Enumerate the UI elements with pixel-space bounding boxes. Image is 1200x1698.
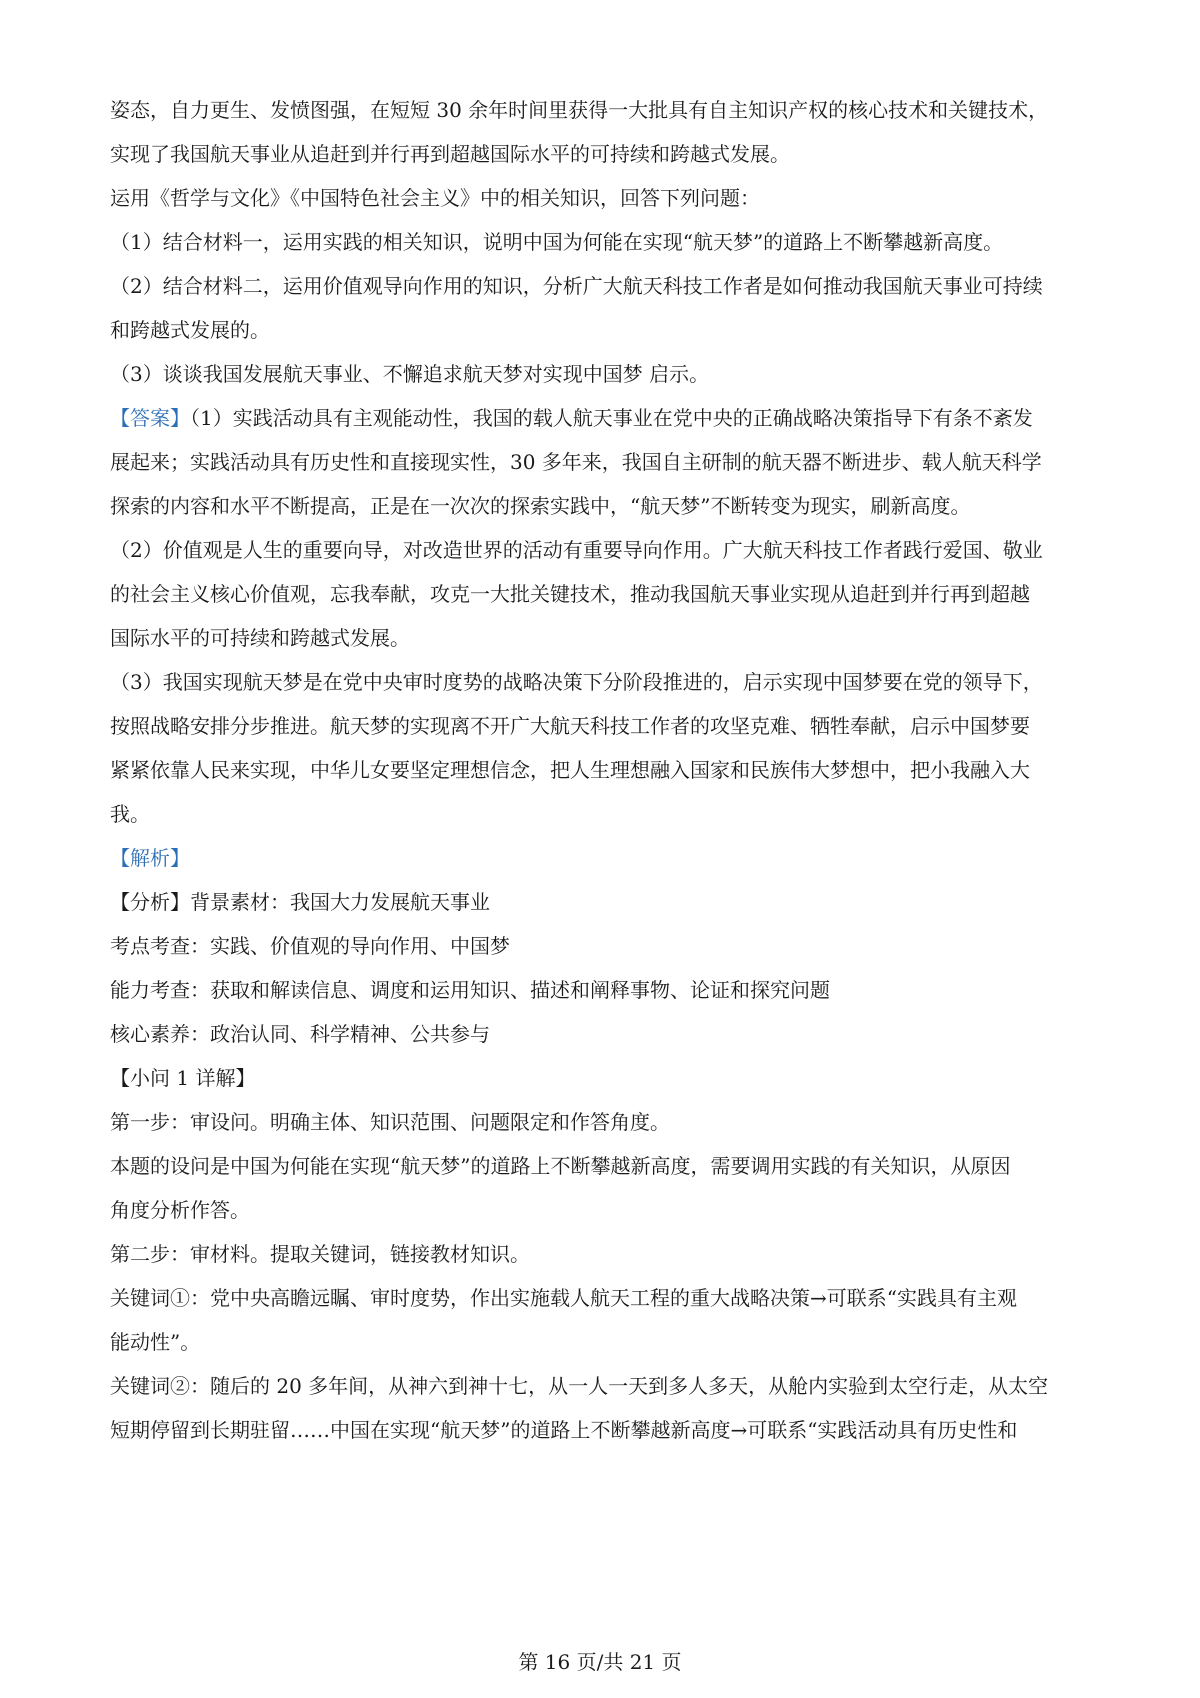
text-line: 第二步：审材料。提取关键词，链接教材知识。 bbox=[110, 1242, 530, 1266]
text-line: 按照战略安排分步推进。航天梦的实现离不开广大航天科技工作者的攻坚克难、牺牲奉献，启示中国梦要 bbox=[110, 714, 1030, 738]
text-line: 核心素养：政治认同、科学精神、公共参与 bbox=[110, 1022, 490, 1046]
analysis-label: 【解析】 bbox=[110, 846, 190, 870]
text-line: 国际水平的可持续和跨越式发展。 bbox=[110, 626, 410, 650]
text-line: 探索的内容和水平不断提高，正是在一次次的探索实践中，“航天梦”不断转变为现实，刷新高度。 bbox=[110, 494, 971, 518]
text-line: 实现了我国航天事业从追赶到并行再到超越国际水平的可持续和跨越式发展。 bbox=[110, 142, 790, 166]
text-line: 本题的设问是中国为何能在实现“航天梦”的道路上不断攀越新高度，需要调用实践的有关知识，从原因 bbox=[110, 1154, 1011, 1178]
text-line: 关键词②：随后的 20 多年间，从神六到神十七，从一人一天到多人多天，从舱内实验到太空行走，从太空 bbox=[110, 1374, 1049, 1398]
text-line: （2）价值观是人生的重要向导，对改造世界的活动有重要导向作用。广大航天科技工作者践行爱国、敬业 bbox=[110, 538, 1043, 562]
question-1: （1）结合材料一，运用实践的相关知识，说明中国为何能在实现“航天梦”的道路上不断攀越新高度。 bbox=[110, 230, 1004, 254]
answer-label: 【答案】 bbox=[110, 406, 190, 430]
text-line: 关键词①：党中央高瞻远瞩、审时度势，作出实施载人航天工程的重大战略决策→可联系“实践具有主观 bbox=[110, 1286, 1017, 1310]
text-line: 能力考查：获取和解读信息、调度和运用知识、描述和阐释事物、论证和探究问题 bbox=[110, 978, 830, 1002]
text-line: 短期停留到长期驻留……中国在实现“航天梦”的道路上不断攀越新高度→可联系“实践活动具有历史性和 bbox=[110, 1418, 1018, 1442]
answer-line bbox=[110, 404, 1100, 432]
text-line: 角度分析作答。 bbox=[110, 1198, 250, 1222]
text-line: 的社会主义核心价值观，忘我奉献，攻克一大批关键技术，推动我国航天事业实现从追赶到并行再到超越 bbox=[110, 582, 1030, 606]
text-line: 【分析】背景素材：我国大力发展航天事业 bbox=[110, 890, 490, 914]
page-footer: 第 16 页/共 21 页 bbox=[518, 1650, 682, 1674]
text-line: 姿态，自力更生、发愤图强，在短短 30 余年时间里获得一大批具有自主知识产权的核心技术和关键技术， bbox=[110, 98, 1049, 122]
text-line: 和跨越式发展的。 bbox=[110, 318, 270, 342]
question-2: （2）结合材料二，运用价值观导向作用的知识，分析广大航天科技工作者是如何推动我国航天事业可持续 bbox=[110, 274, 1043, 298]
answer-text: （1）实践活动具有主观能动性，我国的载人航天事业在党中央的正确战略决策指导下有条不紊发 bbox=[190, 406, 1033, 430]
text-line: 展起来；实践活动具有历史性和直接现实性，30 多年来，我国自主研制的航天器不断进步、载人航天科学 bbox=[110, 450, 1042, 474]
text-line: 第一步：审设问。明确主体、知识范围、问题限定和作答角度。 bbox=[110, 1110, 670, 1134]
section-heading: 【小问 1 详解】 bbox=[110, 1066, 256, 1090]
text-line: 能动性”。 bbox=[110, 1330, 201, 1354]
text-line: 考点考查：实践、价值观的导向作用、中国梦 bbox=[110, 934, 510, 958]
text-line: （3）我国实现航天梦是在党中央审时度势的战略决策下分阶段推进的，启示实现中国梦要在党的领导下， bbox=[110, 670, 1043, 694]
text-line: 我。 bbox=[110, 802, 150, 826]
text-line: 运用《哲学与文化》《中国特色社会主义》中的相关知识，回答下列问题： bbox=[110, 186, 760, 210]
text-line: 紧紧依靠人民来实现，中华儿女要坚定理想信念，把人生理想融入国家和民族伟大梦想中，把小我融入大 bbox=[110, 758, 1030, 782]
question-3: （3）谈谈我国发展航天事业、不懈追求航天梦对实现中国梦 启示。 bbox=[110, 362, 710, 386]
